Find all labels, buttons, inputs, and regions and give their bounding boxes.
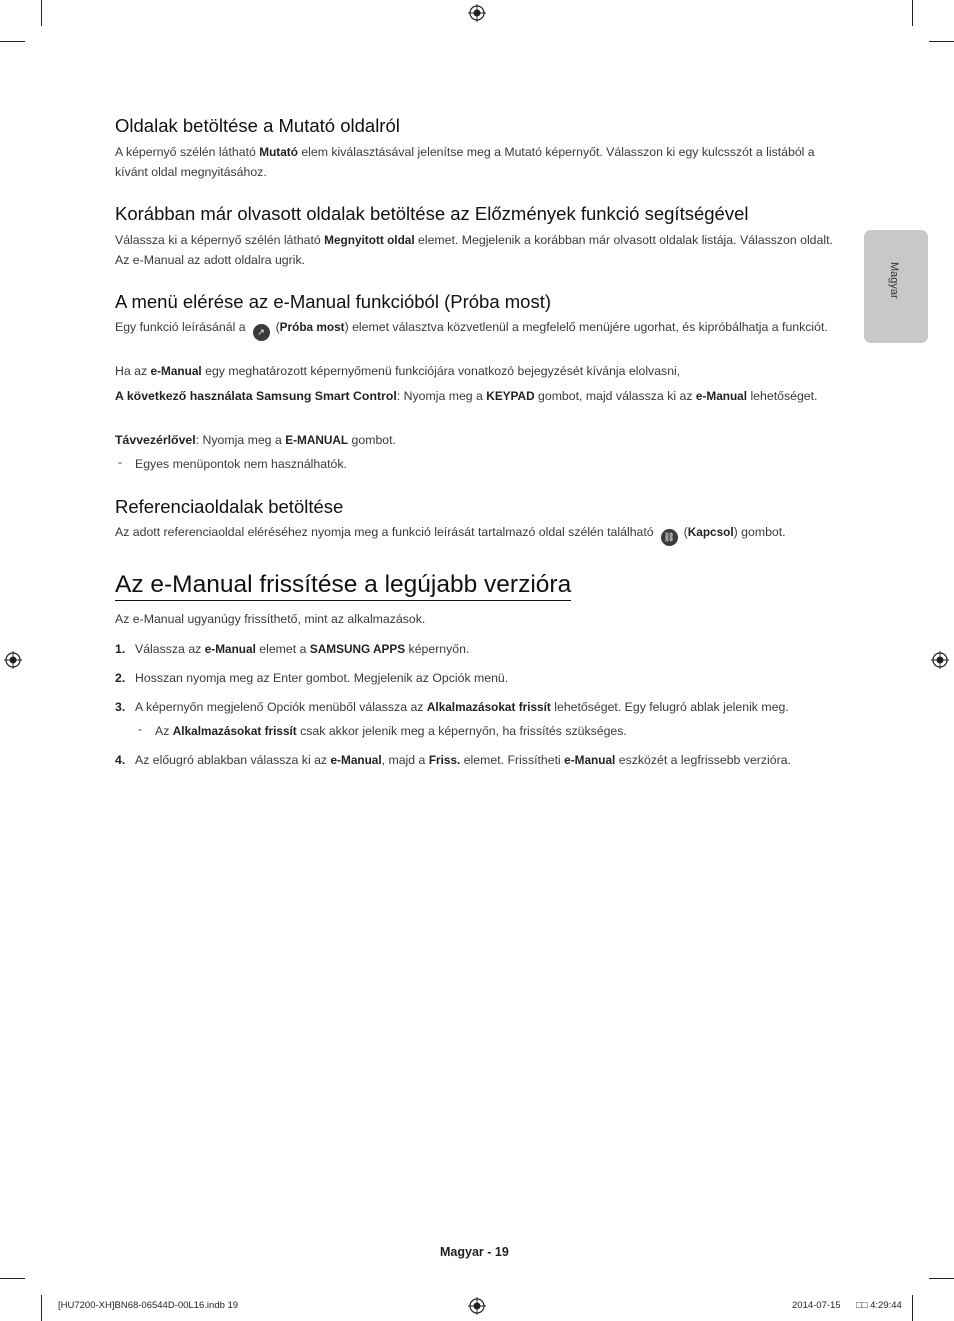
paragraph: Az adott referenciaoldal eléréséhez nyomja meg a funkció leírását tartalmazó oldal szélén található ⛓ (Kapcsol) gombot. (115, 523, 835, 546)
crop-mark (0, 1278, 25, 1279)
step-text: Az előugró ablakban válassza ki az e-Manual, majd a Friss. elemet. Frissítheti e-Manual eszközét a legfrissebb verzióra. (135, 753, 791, 767)
crop-mark (929, 1278, 954, 1279)
language-side-tab (864, 230, 928, 343)
paragraph: Egy funkció leírásánál a ↗ (Próba most) elemet választva közvetlenül a megfelelő menüjére ugorhat, és kipróbálhatja a funkciót. (115, 318, 835, 341)
step-text: Hosszan nyomja meg az Enter gombot. Megjelenik az Opciók menü. (135, 671, 509, 685)
intro-paragraph: Az e-Manual ugyanúgy frissíthető, mint az alkalmazások. (115, 612, 426, 626)
step-text: A képernyőn megjelenő Opciók menüből válassza az Alkalmazásokat frissít lehetőséget. Egy felugró ablak jelenik meg. (135, 700, 789, 714)
crop-mark (912, 0, 913, 26)
print-file-label: [HU7200-XH]BN68-06544D-00L16.indb 19 (58, 1300, 239, 1311)
page-main-title: Az e-Manual frissítése a legújabb verzióra (115, 571, 571, 601)
note-dash: - (138, 722, 143, 736)
registration-mark-icon (931, 651, 949, 669)
paragraph: Válassza ki a képernyő szélén látható Megnyitott oldal elemet. Megjelenik a korábban már olvasott oldalak listája. Válasszon oldalt. Az e-Manual az adott oldalra ugrik. (115, 233, 833, 267)
share-arrow-icon: ↗ (253, 324, 270, 341)
registration-mark-icon (4, 651, 22, 669)
note-text: Az Alkalmazásokat frissít csak akkor jelenik meg a képernyőn, ha frissítés szükséges. (155, 724, 627, 738)
step-number: 1. (115, 642, 126, 656)
step-text: Válassza az e-Manual elemet a SAMSUNG APPS képernyőn. (135, 642, 470, 656)
crop-mark (41, 1295, 42, 1321)
print-time: □□ 4:29:44 (856, 1300, 902, 1311)
side-tab-label: Magyar (888, 262, 900, 299)
paragraph: Ha az e-Manual egy meghatározott képernyőmenü funkciójára vonatkozó bejegyzését kívánja elolvasni, (115, 364, 681, 378)
page-number: Magyar - 19 (440, 1245, 509, 1259)
paragraph: A képernyő szélén látható Mutató elem kiválasztásával jelenítse meg a Mutató képernyőt. Válasszon ki egy kulcsszót a listából a kívánt oldal megnyitásához. (115, 145, 815, 179)
paragraph: Távvezérlővel: Nyomja meg a E-MANUAL gombot. (115, 433, 396, 447)
crop-mark (912, 1295, 913, 1321)
crop-mark (0, 41, 25, 42)
crop-mark (41, 0, 42, 26)
paragraph: A következő használata Samsung Smart Control: Nyomja meg a KEYPAD gombot, majd válassza ki az e-Manual lehetőséget. (115, 389, 818, 403)
crop-mark (929, 41, 954, 42)
link-chain-icon: ⛓ (661, 529, 678, 546)
step-number: 2. (115, 671, 126, 685)
registration-mark-icon (468, 4, 486, 22)
registration-mark-icon (468, 1297, 486, 1315)
note-dash: - (118, 455, 123, 469)
step-number: 3. (115, 700, 126, 714)
section-title: A menü elérése az e-Manual funkcióból (Próba most) (115, 291, 551, 312)
section-title: Oldalak betöltése a Mutató oldalról (115, 115, 400, 136)
section-title: Korábban már olvasott oldalak betöltése az Előzmények funkció segítségével (115, 203, 749, 224)
step-number: 4. (115, 753, 126, 767)
note-text: Egyes menüpontok nem használhatók. (135, 457, 347, 471)
section-title: Referenciaoldalak betöltése (115, 496, 344, 517)
print-date: 2014-07-15 (792, 1300, 841, 1311)
